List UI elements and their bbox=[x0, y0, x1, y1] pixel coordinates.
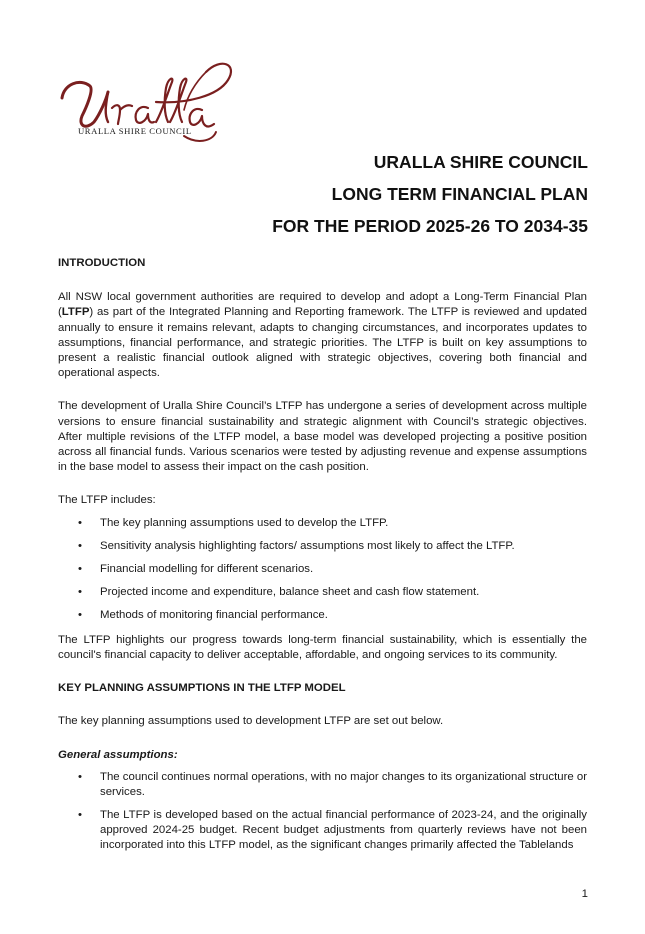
ltfp-abbrev: LTFP bbox=[61, 306, 90, 319]
intro-p1-text: All NSW local government authorities are required to develop and adopt a Long-Term Financial Plan ( bbox=[58, 291, 587, 319]
title-period: FOR THE PERIOD 2025-26 TO 2034-35 bbox=[272, 216, 588, 236]
includes-label: The LTFP includes: bbox=[58, 494, 156, 507]
uralla-logo-mark bbox=[56, 52, 236, 147]
includes-list bbox=[58, 516, 587, 623]
title-council-name: URALLA SHIRE COUNCIL bbox=[373, 152, 588, 172]
list-item: • The council continues normal operations, with no major changes to its organizational structure or services. bbox=[58, 770, 587, 800]
general-assumptions-heading: General assumptions: bbox=[58, 748, 178, 761]
document-title bbox=[272, 146, 588, 242]
list-item: • The key planning assumptions used to develop the LTFP. bbox=[58, 516, 587, 531]
intro-paragraph-1 bbox=[58, 290, 587, 381]
intro-p1-text-cont: ) as part of the Integrated Planning and Reporting framework. The LTFP is reviewed and updated annually to ensure it remains relevant, adapts to changing circumstances, and incorporates updates to assumptions, financial performance, and strategic priorities. The LTFP is built on key assumptions to present a realistic financial outlook aligned with strategic objectives, covering both financial and operational aspects. bbox=[58, 306, 587, 380]
introduction-heading: INTRODUCTION bbox=[58, 257, 146, 269]
logo-caption: URALLA SHIRE COUNCIL bbox=[78, 126, 192, 136]
intro-paragraph-2: The development of Uralla Shire Council’s LTFP has undergone a series of development across multiple versions to ensure financial sustainability and strategic alignment with Council’s strategic objectives. After multiple revisions of the LTFP model, a base model was developed projecting a positive position across all financial funds. Various scenarios were tested by adjusting revenue and expense assumptions in the base model to assess their impact on the cash position. bbox=[58, 400, 587, 474]
list-item: • Sensitivity analysis highlighting factors/ assumptions most likely to affect the LTFP. bbox=[58, 539, 587, 554]
general-assumptions-list bbox=[58, 770, 587, 854]
assumptions-heading: KEY PLANNING ASSUMPTIONS IN THE LTFP MODEL bbox=[58, 682, 346, 695]
list-item: • Methods of monitoring financial performance. bbox=[58, 608, 587, 623]
title-plan-name: LONG TERM FINANCIAL PLAN bbox=[331, 184, 588, 204]
uralla-logo bbox=[56, 52, 236, 147]
list-item: • The LTFP is developed based on the actual financial performance of 2023-24, and the originally approved 2024-25 budget. Recent budget adjustments from quarterly reviews have not been incorporated into this LTFP model, as the significant changes primarily affected the Tablelands bbox=[58, 808, 587, 854]
list-item: • Financial modelling for different scenarios. bbox=[58, 562, 587, 577]
list-item: • Projected income and expenditure, balance sheet and cash flow statement. bbox=[58, 585, 587, 600]
assumptions-intro: The key planning assumptions used to development LTFP are set out below. bbox=[58, 715, 444, 728]
document-body bbox=[58, 256, 587, 861]
intro-paragraph-3: The LTFP highlights our progress towards long-term financial sustainability, which is essentially the council's financial capacity to deliver acceptable, affordable, and ongoing services to its community. bbox=[58, 633, 587, 662]
page-number: 1 bbox=[581, 888, 588, 900]
